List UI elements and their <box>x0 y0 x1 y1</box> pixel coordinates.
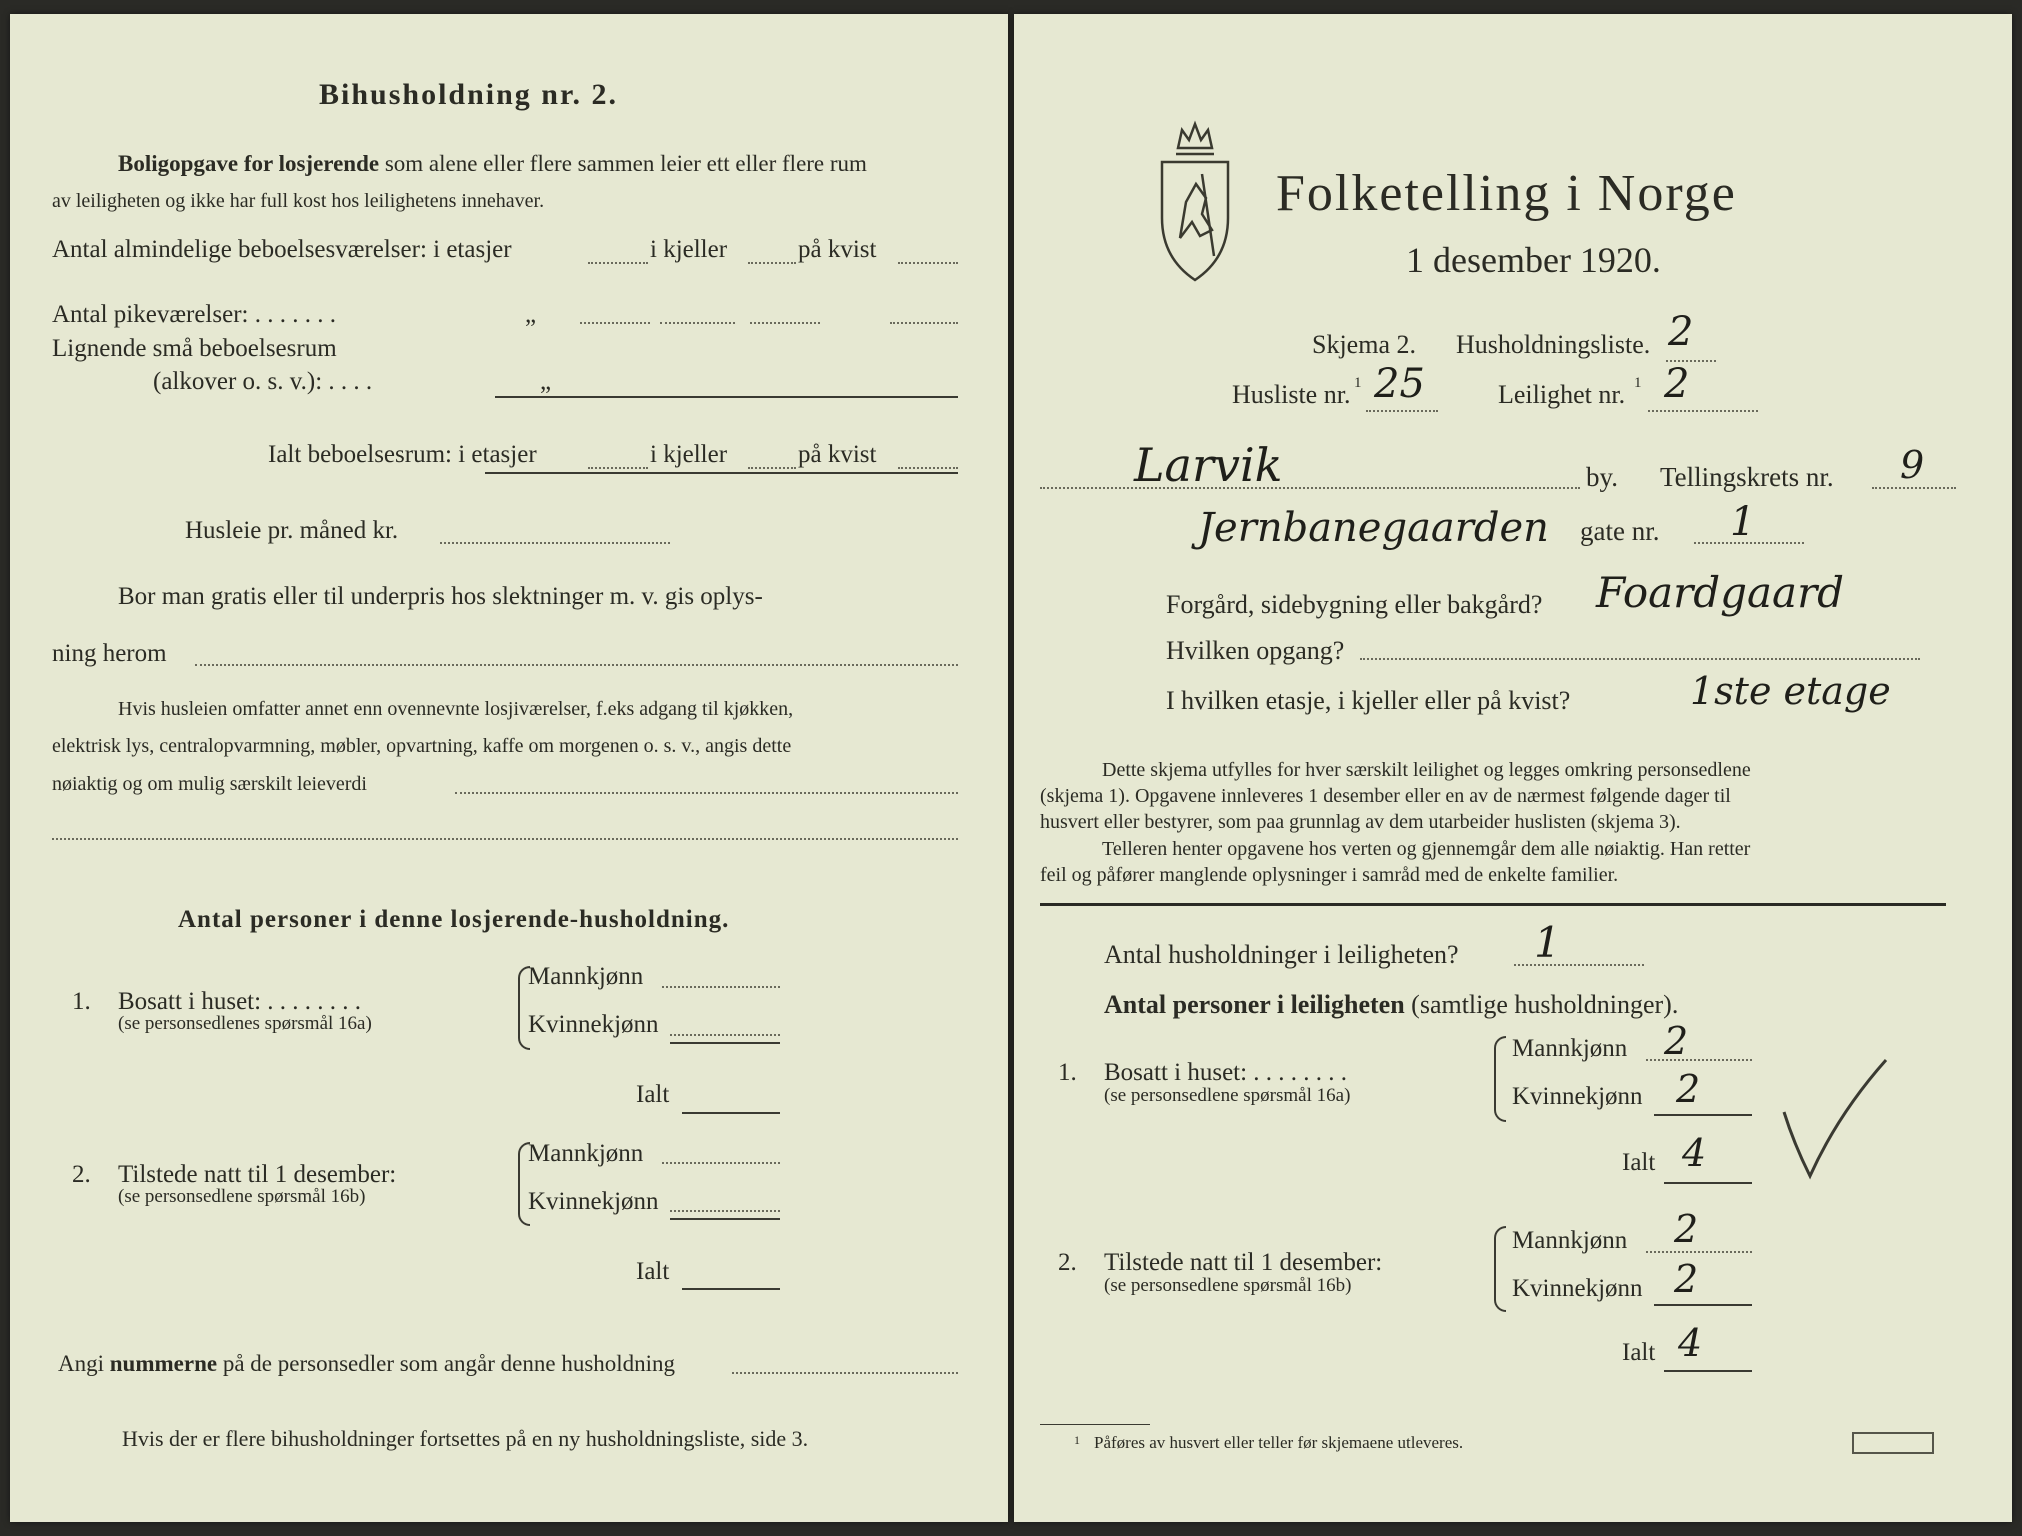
rooms-label: Antal almindelige beboelsesværelser: i etasjer <box>52 236 512 263</box>
left-item2-kvinne-label: Kvinnekjønn <box>528 1188 659 1215</box>
instructions-line-3: husvert eller bestyrer, som paa grunnlag av dem utarbeider huslisten (skjema 3). <box>1040 811 1681 833</box>
husholdningsliste-value[interactable]: 2 <box>1668 309 1694 355</box>
lignende-sum-line <box>495 396 958 398</box>
angi-line: Angi nummerne på de personsedler som angår denne husholdning <box>58 1351 676 1376</box>
lignende-label-1: Lignende små beboelsesrum <box>52 335 337 362</box>
leilighet-label: Leilighet nr. <box>1498 380 1626 409</box>
left-item2-sub: (se personsedlene spørsmål 16b) <box>118 1186 366 1207</box>
right-item2-sum-line <box>1654 1304 1752 1306</box>
ialt-kvist-label: på kvist <box>798 441 877 468</box>
by-value[interactable]: Larvik <box>1134 438 1283 492</box>
forgaard-value[interactable]: Foardgaard <box>1596 568 1845 617</box>
left-item1-mann-field[interactable] <box>662 986 780 988</box>
right-item1-ialt-line <box>1664 1182 1752 1184</box>
gate-value[interactable]: Jernbanegaarden <box>1198 505 1549 551</box>
rooms-kvist-field[interactable] <box>898 262 958 264</box>
tellingskrets-value[interactable]: 9 <box>1900 443 1925 487</box>
gate-label: gate nr. <box>1580 516 1660 546</box>
left-item2-ialt-field[interactable] <box>682 1288 780 1290</box>
instructions-line-2: (skjema 1). Opgavene innleveres 1 desember eller en av de nærmest følgende dager til <box>1040 785 1731 807</box>
right-item1-kvinne-value[interactable]: 2 <box>1676 1067 1701 1111</box>
right-item1-mann-line <box>1646 1059 1752 1061</box>
leilighet-value[interactable]: 2 <box>1664 361 1690 407</box>
left-item1-kvinne-field[interactable] <box>670 1034 780 1036</box>
skjema-label: Skjema 2. <box>1312 330 1416 359</box>
right-page <box>1014 14 2012 1522</box>
angi-field[interactable] <box>732 1372 958 1374</box>
printer-stamp-icon <box>1852 1432 1934 1454</box>
right-item1-ialt-label: Ialt <box>1622 1149 1656 1176</box>
pike-etasjer-field[interactable] <box>580 322 650 324</box>
left-item2-label: Tilstede natt til 1 desember: <box>118 1161 397 1188</box>
ialt-etasjer-field[interactable] <box>588 467 648 469</box>
left-intro-line2: av leiligheten og ikke har full kost hos leilighetens innehaver. <box>52 190 545 212</box>
hvis-line-2: elektrisk lys, centralopvarmning, møbler, opvartning, kaffe om morgenen o. s. v., angis dette <box>52 735 792 757</box>
hvis-line-1: Hvis husleien omfatter annet enn ovennevnte losjiværelser, f.eks adgang til kjøkken, <box>118 698 794 720</box>
footnote-text: Påføres av husvert eller teller før skjemaene utleveres. <box>1094 1433 1464 1452</box>
footnote-mark: 1 <box>1074 1433 1080 1447</box>
right-date: 1 desember 1920. <box>1406 240 1661 280</box>
instructions-line-1: Dette skjema utfylles for hver særskilt leilighet og legges omkring personsedlene <box>1102 759 1751 781</box>
left-page <box>10 14 1008 1522</box>
forgaard-label: Forgård, sidebygning eller bakgård? <box>1166 590 1543 619</box>
leieverdi-field[interactable] <box>455 792 958 794</box>
hvis-line-3: nøiaktig og om mulig særskilt leieverdi <box>52 773 367 795</box>
left-item1-ialt-label: Ialt <box>636 1081 670 1108</box>
left-item2-mann-field[interactable] <box>662 1162 780 1164</box>
left-item1-mann-label: Mannkjønn <box>528 963 644 990</box>
leilighet-line <box>1648 410 1758 412</box>
right-item1-mann-label: Mannkjønn <box>1512 1035 1628 1062</box>
right-item2-brace <box>1494 1226 1506 1312</box>
antal-hush-line <box>1514 964 1644 966</box>
right-item2-mann-line <box>1646 1251 1752 1253</box>
right-persons-heading: Antal personer i leiligheten (samtlige husholdninger). <box>1104 990 1679 1019</box>
etasje-value[interactable]: 1ste etage <box>1690 669 1891 713</box>
lignende-label-2: (alkover o. s. v.): . . . . <box>153 368 373 395</box>
right-title: Folketelling i Norge <box>1276 165 1737 222</box>
tellingskrets-line <box>1872 487 1956 489</box>
antal-hush-label: Antal husholdninger i leiligheten? <box>1104 940 1459 969</box>
right-item2-mann-label: Mannkjønn <box>1512 1227 1628 1254</box>
pike-label: Antal pikeværelser: . . . . . . . <box>52 301 336 328</box>
left-item2-mann-label: Mannkjønn <box>528 1140 644 1167</box>
opgang-label: Hvilken opgang? <box>1166 636 1345 665</box>
husholdningsliste-label: Husholdningsliste. <box>1456 330 1651 359</box>
right-item1-sub: (se personsedlene spørsmål 16a) <box>1104 1085 1351 1106</box>
left-item1-ialt-field[interactable] <box>682 1112 780 1114</box>
husliste-label: Husliste nr. <box>1232 380 1351 409</box>
ialt-underline <box>485 472 958 474</box>
gate-nr-line <box>1694 542 1804 544</box>
right-item1-label: Bosatt i huset: . . . . . . . . <box>1104 1059 1348 1086</box>
left-footer: Hvis der er flere bihusholdninger fortsettes på en ny husholdningsliste, side 3. <box>122 1426 809 1451</box>
opgang-field[interactable] <box>1360 658 1920 660</box>
husleie-label: Husleie pr. måned kr. <box>185 517 399 544</box>
left-item2-ialt-label: Ialt <box>636 1258 670 1285</box>
right-item2-mann-value[interactable]: 2 <box>1674 1207 1699 1251</box>
pike-kjeller-field[interactable] <box>660 322 735 324</box>
footnote-rule <box>1040 1424 1150 1425</box>
right-item2-ialt-line <box>1664 1370 1752 1372</box>
rooms-etasjer-field[interactable] <box>588 262 648 264</box>
rooms-kvist-label: på kvist <box>798 236 877 263</box>
instructions-line-5: feil og påfører manglende oplysninger i samråd med de enkelte familier. <box>1040 864 1619 886</box>
left-item2-num: 2. <box>72 1161 91 1188</box>
by-line <box>1040 487 1580 489</box>
right-item2-sub: (se personsedlene spørsmål 16b) <box>1104 1275 1352 1296</box>
bor-line-1: Bor man gratis eller til underpris hos slektninger m. v. gis oplys- <box>118 583 763 610</box>
etasje-label: I hvilken etasje, i kjeller eller på kvist? <box>1166 686 1571 715</box>
right-item2-ialt-label: Ialt <box>1622 1339 1656 1366</box>
lignende-ditto: „ <box>540 368 552 395</box>
right-item2-label: Tilstede natt til 1 desember: <box>1104 1249 1383 1276</box>
left-item1-num: 1. <box>72 988 91 1015</box>
leilighet-footnote-mark: 1 <box>1634 375 1642 391</box>
bor-line-2: ning herom <box>52 640 167 667</box>
husliste-value[interactable]: 25 <box>1374 361 1425 407</box>
bor-field[interactable] <box>195 664 958 666</box>
rooms-kjeller-field[interactable] <box>748 262 796 264</box>
pike-kvist-field-2[interactable] <box>890 322 958 324</box>
right-item2-kvinne-value[interactable]: 2 <box>1674 1257 1699 1301</box>
left-item2-sum-line <box>670 1218 780 1220</box>
left-title: Bihusholdning nr. 2. <box>319 78 619 111</box>
right-item1-kvinne-label: Kvinnekjønn <box>1512 1083 1643 1110</box>
left-item2-kvinne-field[interactable] <box>670 1210 780 1212</box>
checkmark-icon <box>1774 1054 1894 1184</box>
right-item1-num: 1. <box>1058 1059 1077 1086</box>
gate-nr-value[interactable]: 1 <box>1730 499 1756 545</box>
rooms-kjeller-label: i kjeller <box>650 236 728 263</box>
left-item1-kvinne-label: Kvinnekjønn <box>528 1011 659 1038</box>
section-divider <box>1040 903 1946 906</box>
left-intro: Boligopgave for losjerende som alene eller flere sammen leier ett eller flere rum <box>118 151 867 176</box>
right-item2-num: 2. <box>1058 1249 1077 1276</box>
right-item1-ialt-value[interactable]: 4 <box>1682 1131 1707 1175</box>
left-item1-sub: (se personsedlenes spørsmål 16a) <box>118 1013 372 1034</box>
antal-hush-value[interactable]: 1 <box>1534 918 1561 967</box>
husleie-field[interactable] <box>440 542 670 544</box>
ialt-rooms-label: Ialt beboelsesrum: i etasjer <box>268 441 537 468</box>
leieverdi-field-2[interactable] <box>52 838 958 840</box>
ialt-kjeller-label: i kjeller <box>650 441 728 468</box>
instructions-line-4: Telleren henter opgavene hos verten og gjennemgår dem alle nøiaktig. Han retter <box>1102 838 1751 860</box>
pike-kvist-field[interactable] <box>750 322 820 324</box>
norwegian-coat-of-arms-icon <box>1156 118 1234 284</box>
right-item1-mann-value[interactable]: 2 <box>1664 1019 1689 1063</box>
pike-ditto: „ <box>525 301 537 328</box>
right-item2-kvinne-label: Kvinnekjønn <box>1512 1275 1643 1302</box>
left-item1-sum-line <box>670 1042 780 1044</box>
ialt-kvist-field[interactable] <box>898 467 958 469</box>
by-label: by. <box>1586 462 1618 492</box>
right-item2-ialt-value[interactable]: 4 <box>1678 1321 1703 1365</box>
ialt-kjeller-field[interactable] <box>748 467 796 469</box>
left-persons-heading: Antal personer i denne losjerende-husholdning. <box>178 906 730 933</box>
tellingskrets-label: Tellingskrets nr. <box>1660 462 1834 492</box>
husliste-line <box>1366 410 1438 412</box>
left-item1-label: Bosatt i huset: . . . . . . . . <box>118 988 362 1015</box>
husliste-footnote-mark: 1 <box>1354 375 1362 391</box>
right-item1-sum-line <box>1654 1114 1752 1116</box>
right-item1-brace <box>1494 1036 1506 1122</box>
